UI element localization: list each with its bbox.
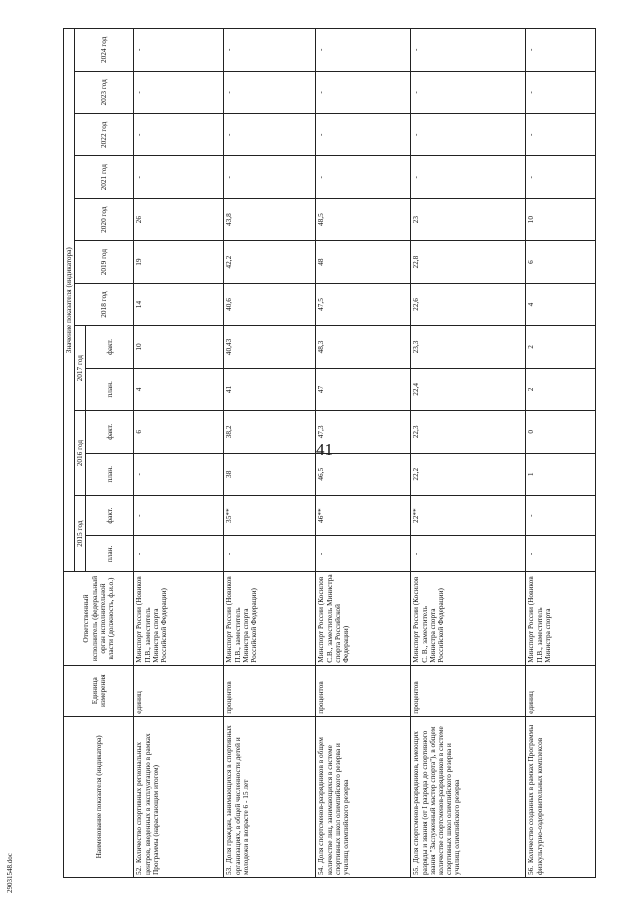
indicator-name-cell [316,716,411,877]
header-name: Наименование показателя (индикатора) [64,716,134,877]
value-cell: 48,5 [316,198,411,240]
header-year: 2021 год [75,156,134,198]
value-cell: - [411,156,526,198]
indicator-name: Количество созданных в рамках Программы физкультурно-оздоровительных комплексов [526,724,544,875]
value-cell: - [526,536,596,572]
value-cell: 42,2 [224,241,316,283]
rotated-indicator-table [63,28,639,878]
value-cell: 40,43 [224,326,316,368]
row-number: 55. [411,865,421,875]
row-number: 52. [134,865,144,875]
value-cell: - [134,29,224,72]
value-cell: 38 [224,453,316,495]
value-cell: - [526,496,596,536]
row-number: 54. [316,865,326,875]
value-cell: 22,4 [411,368,526,410]
value-cell: 23 [411,198,526,240]
header-plan: план. [86,536,134,572]
header-fact: факт. [86,496,134,536]
value-cell: 22** [411,496,526,536]
value-cell: 22,8 [411,241,526,283]
value-cell: 22,2 [411,453,526,495]
header-plan: план. [86,368,134,410]
header-fact: факт. [86,326,134,368]
header-executor: Ответственный исполнитель (федеральный орган исполнительной власти (должность, ф.и.о.) [64,572,134,665]
value-cell: - [411,114,526,156]
value-cell: - [134,114,224,156]
document-footer: 29031548.doc [6,853,14,893]
value-cell: - [316,156,411,198]
header-fact: факт. [86,411,134,453]
executor-cell: Минспорт России (Новиков П.В., заместитель Министра спорта Российской Федерации) [134,572,224,665]
header-unit: Единица измерения [64,665,134,716]
value-cell: - [134,536,224,572]
value-cell: 2 [526,326,596,368]
value-cell: 46,5 [316,453,411,495]
value-cell: 47,3 [316,411,411,453]
value-cell: - [316,114,411,156]
table-row [411,29,526,878]
value-cell: 46** [316,496,411,536]
value-cell: 19 [134,241,224,283]
indicator-name-cell [134,716,224,877]
indicator-name: Доля спортсменов-разрядников, имеющих разряды и звания (от I разряда до спортивного звания "Заслуженный мастер спорта"), в общем количестве спортсменов-разрядников в системе спортивных школ олимпийского резерва и училищ олимпийского резерва [411,726,462,875]
value-cell: - [411,71,526,113]
indicator-name: Количество спортивных региональных центров, введенных в эксплуатацию в рамках Программы (нарастающим итогом) [134,733,160,875]
unit-cell: процентов [316,665,411,716]
value-cell: 40,6 [224,283,316,325]
unit-cell: единиц [134,665,224,716]
value-cell: - [134,453,224,495]
value-cell: - [316,536,411,572]
value-cell: - [316,29,411,72]
value-cell: 6 [526,241,596,283]
value-cell: - [224,536,316,572]
header-year: 2022 год [75,114,134,156]
header-year: 2019 год [75,241,134,283]
header-year: 2018 год [75,283,134,325]
value-cell: - [134,156,224,198]
header-2016: 2016 год [75,411,86,496]
header-2015: 2015 год [75,496,86,572]
unit-cell: единиц [526,665,596,716]
executor-cell: Минспорт России (Косилов С. В., заместитель Министра спорта Российской Федерации) [411,572,526,665]
value-cell: 23,3 [411,326,526,368]
value-cell: 47 [316,368,411,410]
table-row [526,29,596,878]
indicator-table [63,28,596,878]
value-cell: 22,6 [411,283,526,325]
value-cell: 35** [224,496,316,536]
header-value-group: Значение показателя (индикатора) [64,29,75,572]
value-cell: 48 [316,241,411,283]
value-cell: 22,3 [411,411,526,453]
value-cell: 4 [134,368,224,410]
indicator-name: Доля граждан, занимающихся в спортивных организациях, в общей численности детей и молодежи в возрасте 6 - 15 лет [224,725,250,875]
unit-cell: процентов [411,665,526,716]
value-cell: 48,3 [316,326,411,368]
table-row [134,29,224,878]
value-cell: 43,8 [224,198,316,240]
row-number: 56. [526,865,536,875]
page-number: 41 [316,440,333,459]
value-cell: - [526,71,596,113]
value-cell: 10 [134,326,224,368]
indicator-name-cell [411,716,526,877]
value-cell: 4 [526,283,596,325]
value-cell: - [134,71,224,113]
value-cell: 1 [526,453,596,495]
value-cell: 6 [134,411,224,453]
value-cell: 2 [526,368,596,410]
unit-cell: процентов [224,665,316,716]
value-cell: - [411,29,526,72]
value-cell: - [316,71,411,113]
row-number: 53. [224,865,234,875]
value-cell: - [526,29,596,72]
header-plan: план. [86,453,134,495]
value-cell: - [526,156,596,198]
value-cell: - [224,114,316,156]
value-cell: 26 [134,198,224,240]
value-cell: - [224,29,316,72]
indicator-name: Доля спортсменов-разрядников в общем количестве лиц, занимающихся в системе спортивных школ олимпийского резерва и училищ олимпийского резерва [316,737,350,875]
executor-cell: Минспорт России (Новиков П.В., заместитель Министра спорта Российской Федерации) [224,572,316,665]
value-cell: - [411,536,526,572]
indicator-name-cell [224,716,316,877]
value-cell: 41 [224,368,316,410]
value-cell: - [224,71,316,113]
executor-cell: Минспорт России (Новиков П.В., заместитель Министра спорта [526,572,596,665]
header-2017: 2017 год [75,326,86,411]
header-year: 2020 год [75,198,134,240]
header-year: 2023 год [75,71,134,113]
value-cell: 14 [134,283,224,325]
value-cell: - [224,156,316,198]
value-cell: 0 [526,411,596,453]
table-row [316,29,411,878]
table-row [224,29,316,878]
header-year: 2024 год [75,29,134,72]
value-cell: - [134,496,224,536]
value-cell: 38,2 [224,411,316,453]
indicator-name-cell [526,716,596,877]
executor-cell: Минспорт России (Косилов С.В., заместитель Министра спорта Российской Федерации) [316,572,411,665]
value-cell: 10 [526,198,596,240]
value-cell: 47,5 [316,283,411,325]
value-cell: - [526,114,596,156]
